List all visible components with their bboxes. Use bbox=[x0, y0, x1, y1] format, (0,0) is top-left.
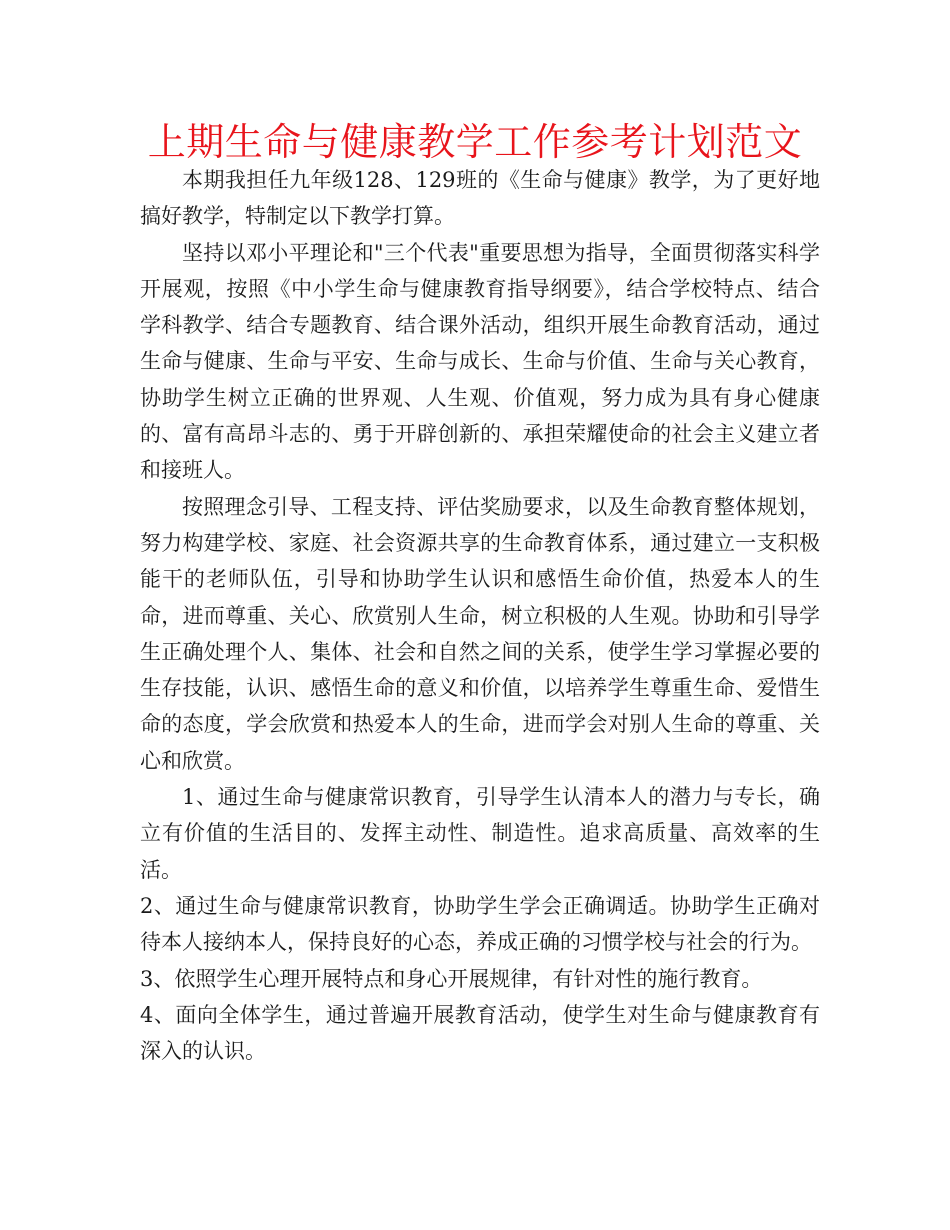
paragraph-goal-1: 1、通过生命与健康常识教育，引导学生认清本人的潜力与专长，确立有价值的生活目的、发挥主动性、制造性。追求高质量、高效率的生活。 bbox=[140, 785, 820, 882]
paragraph-education-system: 按照理念引导、工程支持、评估奖励要求，以及生命教育整体规划，努力构建学校、家庭、社会资源共享的生命教育体系，通过建立一支积极能干的老师队伍，引导和协助学生认识和感悟生命价值，热爱本人的生命，进而尊重、关心、欣赏别人生命，树立积极的人生观。协助和引导学生正确处理个人、集体、社会和自然之间的关系，使学生学习掌握必要的生存技能，认识、感悟生命的意义和价值，以培养学生尊重生命、爱惜生命的态度，学会欣赏和热爱本人的生命，进而学会对别人生命的尊重、关心和欣赏。 bbox=[140, 494, 820, 773]
paragraph-intro: 本期我担任九年级128、129班的《生命与健康》教学，为了更好地搞好教学，特制定以下教学打算。 bbox=[140, 168, 820, 229]
paragraph-goal-2: 2、通过生命与健康常识教育，协助学生学会正确调适。协助学生正确对待本人接纳本人，保持良好的心态，养成正确的习惯学校与社会的行为。 bbox=[140, 893, 820, 955]
document-body bbox=[140, 162, 820, 1069]
paragraph-guiding-ideology: 坚持以邓小平理论和"三个代表"重要思想为指导，全面贯彻落实科学开展观，按照《中小学生命与健康教育指导纲要》，结合学校特点、结合学科教学、结合专题教育、结合课外活动，组织开展生命教育活动，通过生命与健康、生命与平安、生命与成长、生命与价值、生命与关心教育，协助学生树立正确的世界观、人生观、价值观，努力成为具有身心健康的、富有高昂斗志的、勇于开辟创新的、承担荣耀使命的社会主义建立者和接班人。 bbox=[140, 240, 820, 483]
document-title: 上期生命与健康教学工作参考计划范文 bbox=[147, 120, 803, 164]
paragraph-goal-3: 3、依照学生心理开展特点和身心开展规律，有针对性的施行教育。 bbox=[140, 966, 763, 991]
paragraph-goal-4: 4、面向全体学生，通过普遍开展教育活动，使学生对生命与健康教育有深入的认识。 bbox=[140, 1002, 820, 1064]
